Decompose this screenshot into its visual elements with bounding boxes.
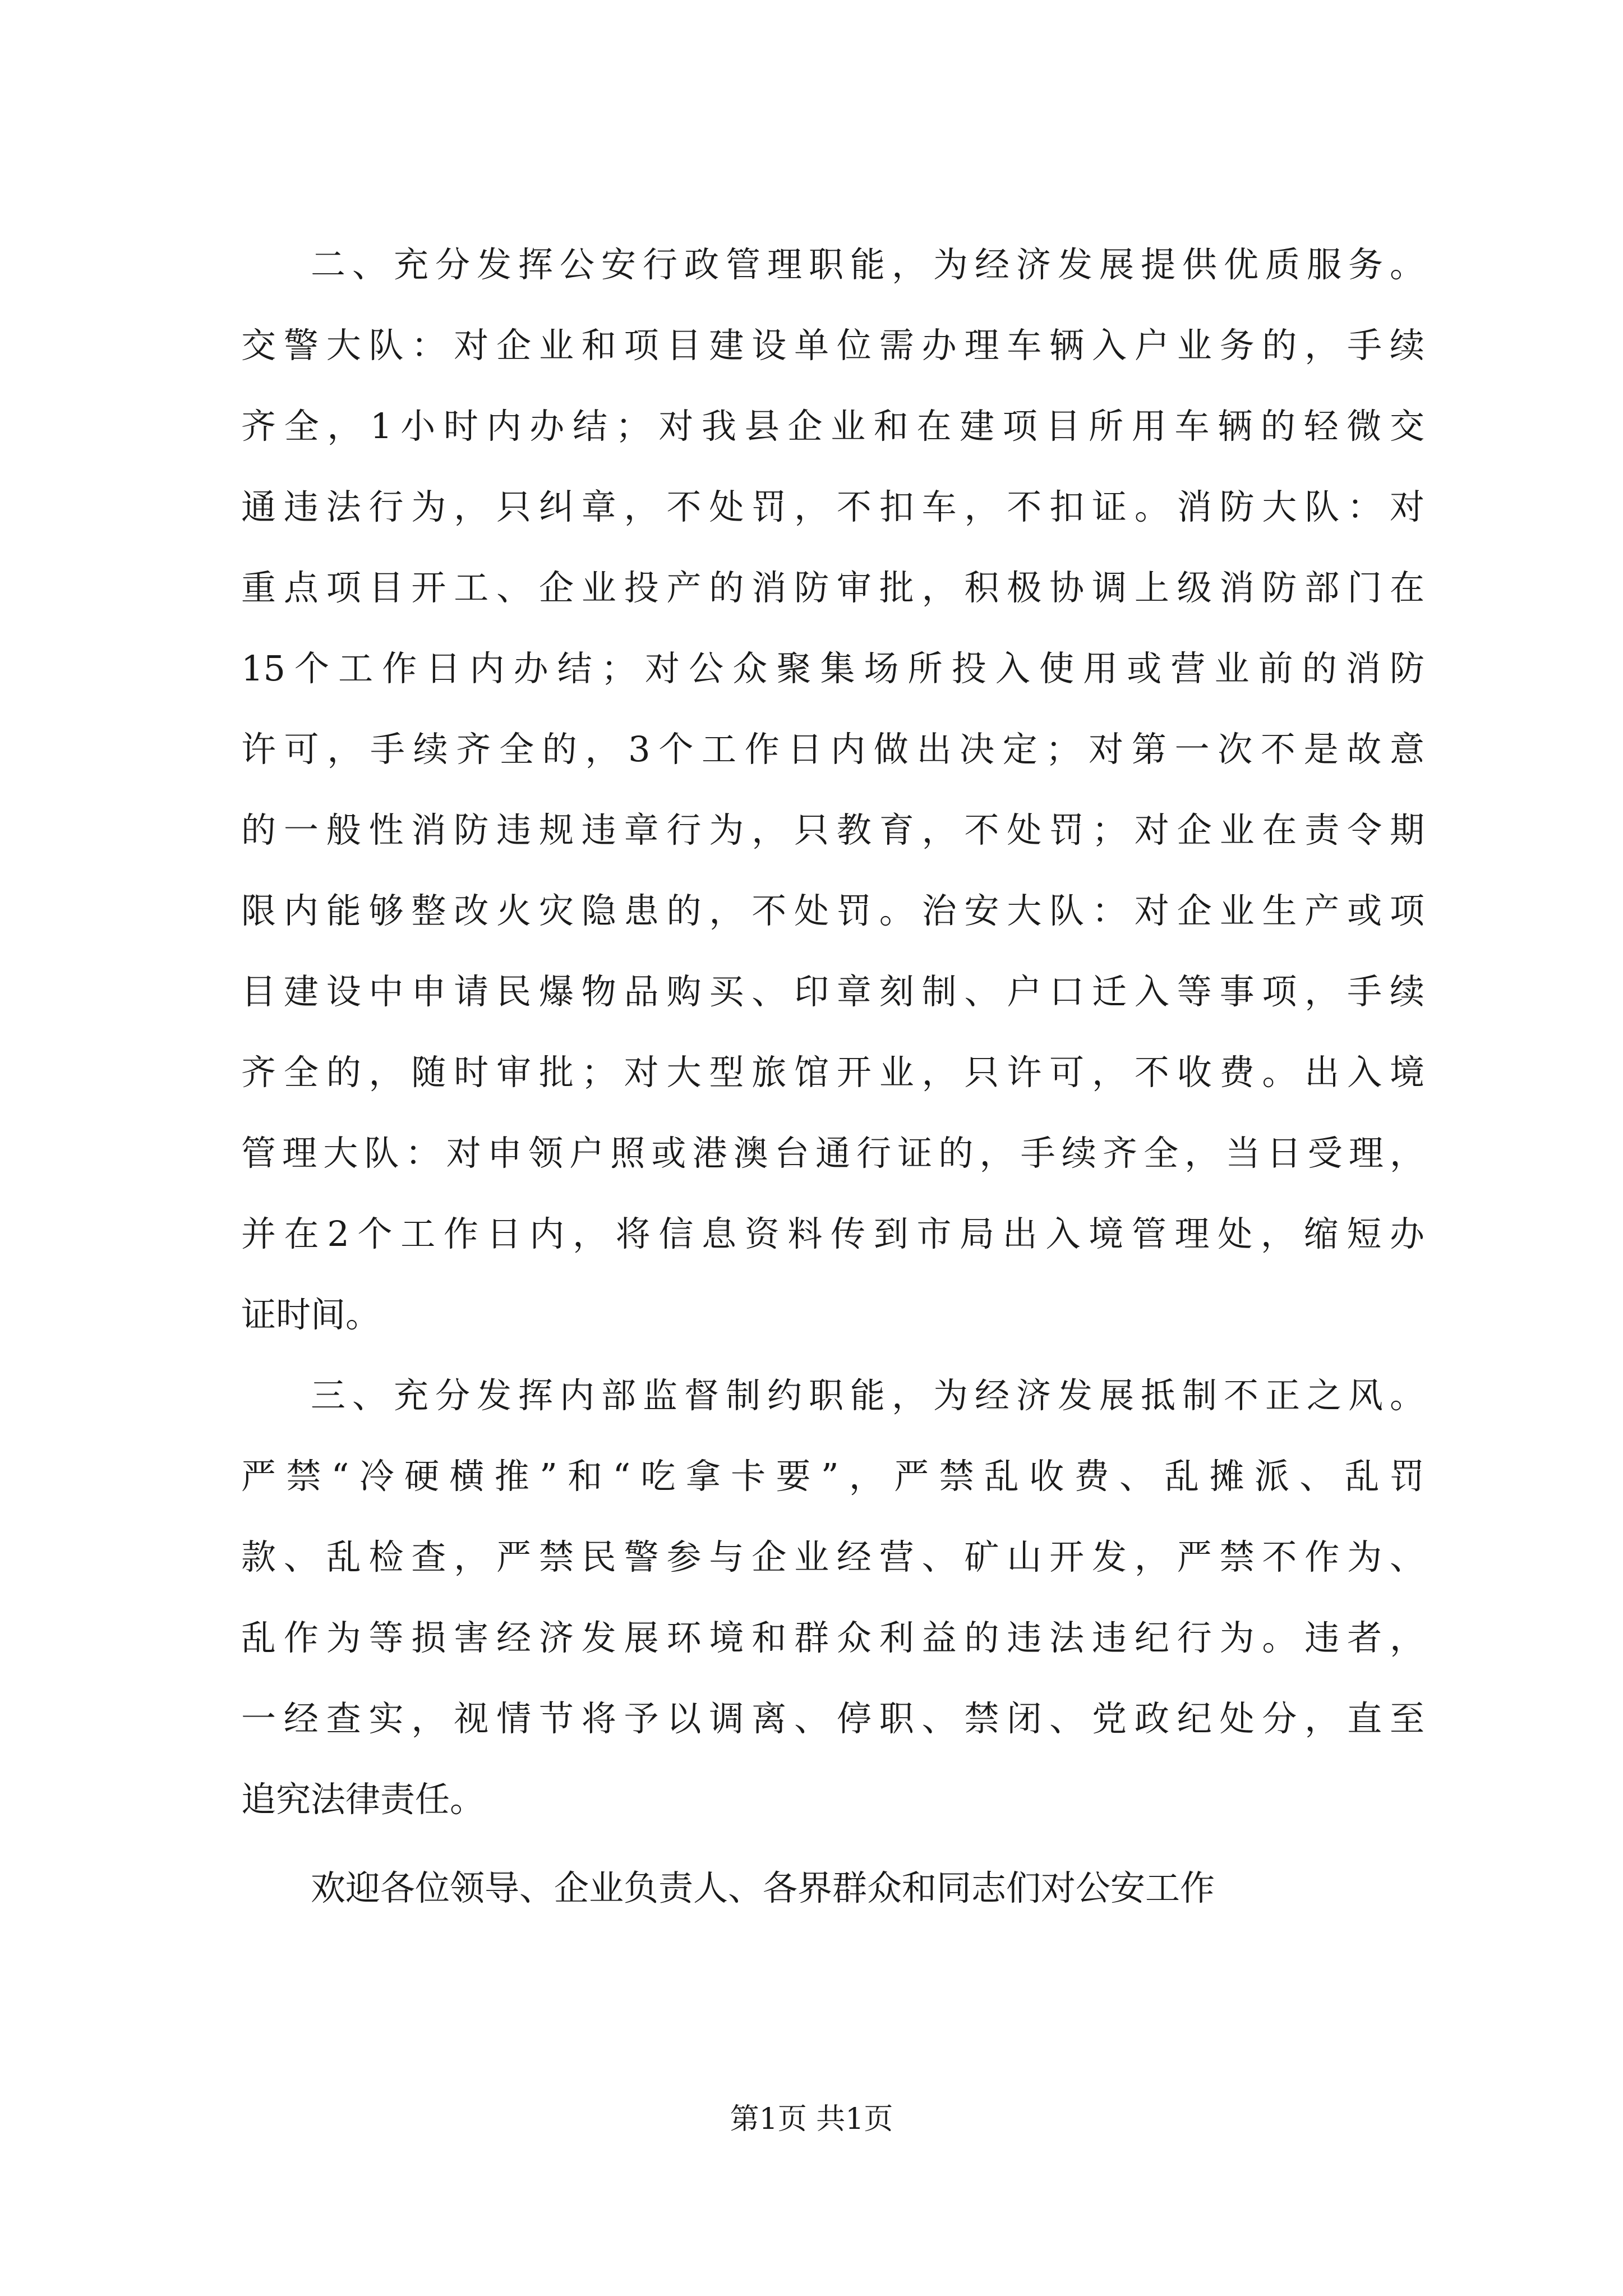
text-line: 许可，手续齐全的，3个工作日内做出决定；对第一次不是故意 [241,729,1424,770]
paragraph-3-internal-supervision [241,1355,1424,1840]
text-line: 证时间。 [241,1294,381,1335]
text-line: 齐全的，随时审批；对大型旅馆开业，只许可，不收费。出入境 [241,1052,1424,1093]
paragraph-2-administrative-services [241,224,1424,1355]
text-line: 交警大队：对企业和项目建设单位需办理车辆入户业务的，手续 [241,325,1424,366]
text-line: 一经查实，视情节将予以调离、停职、禁闭、党政纪处分，直至 [241,1698,1424,1739]
paragraph-closing-welcome [241,1848,1424,1929]
text-line: 并在2个工作日内，将信息资料传到市局出入境管理处，缩短办 [241,1213,1424,1254]
text-line: 二、充分发挥公安行政管理职能，为经济发展提供优质服务。 [311,244,1424,285]
text-line: 15个工作日内办结；对公众聚集场所投入使用或营业前的消防 [241,648,1424,689]
paragraph-gap [241,1840,1424,1848]
text-line: 款、乱检查，严禁民警参与企业经营、矿山开发，严禁不作为、 [241,1536,1424,1577]
text-line: 重点项目开工、企业投产的消防审批，积极协调上级消防部门在 [241,567,1424,608]
text-line: 通违法行为，只纠章，不处罚，不扣车，不扣证。消防大队：对 [241,486,1424,527]
text-line: 追究法律责任。 [241,1779,485,1820]
text-line: 乱作为等损害经济发展环境和群众利益的违法违纪行为。违者， [241,1617,1424,1658]
document-body [241,224,1424,1929]
text-line: 的一般性消防违规违章行为，只教育，不处罚；对企业在责令期 [241,809,1424,850]
text-line: 管理大队：对申领户照或港澳台通行证的，手续齐全，当日受理， [241,1133,1424,1174]
text-line: 欢迎各位领导、企业负责人、各界群众和同志们对公安工作 [311,1867,1215,1908]
text-line: 齐全，1小时内办结；对我县企业和在建项目所用车辆的轻微交 [241,406,1424,447]
text-line: 目建设中申请民爆物品购买、印章刻制、户口迁入等事项，手续 [241,971,1424,1012]
page-number-footer: 第1页 共1页 [730,2102,893,2136]
text-line: 三、充分发挥内部监督制约职能，为经济发展抵制不正之风。 [311,1375,1424,1416]
text-line: 限内能够整改火灾隐患的，不处罚。治安大队：对企业生产或项 [241,890,1424,931]
text-line: 严禁“冷硬横推”和“吃拿卡要”，严禁乱收费、乱摊派、乱罚 [241,1456,1424,1497]
